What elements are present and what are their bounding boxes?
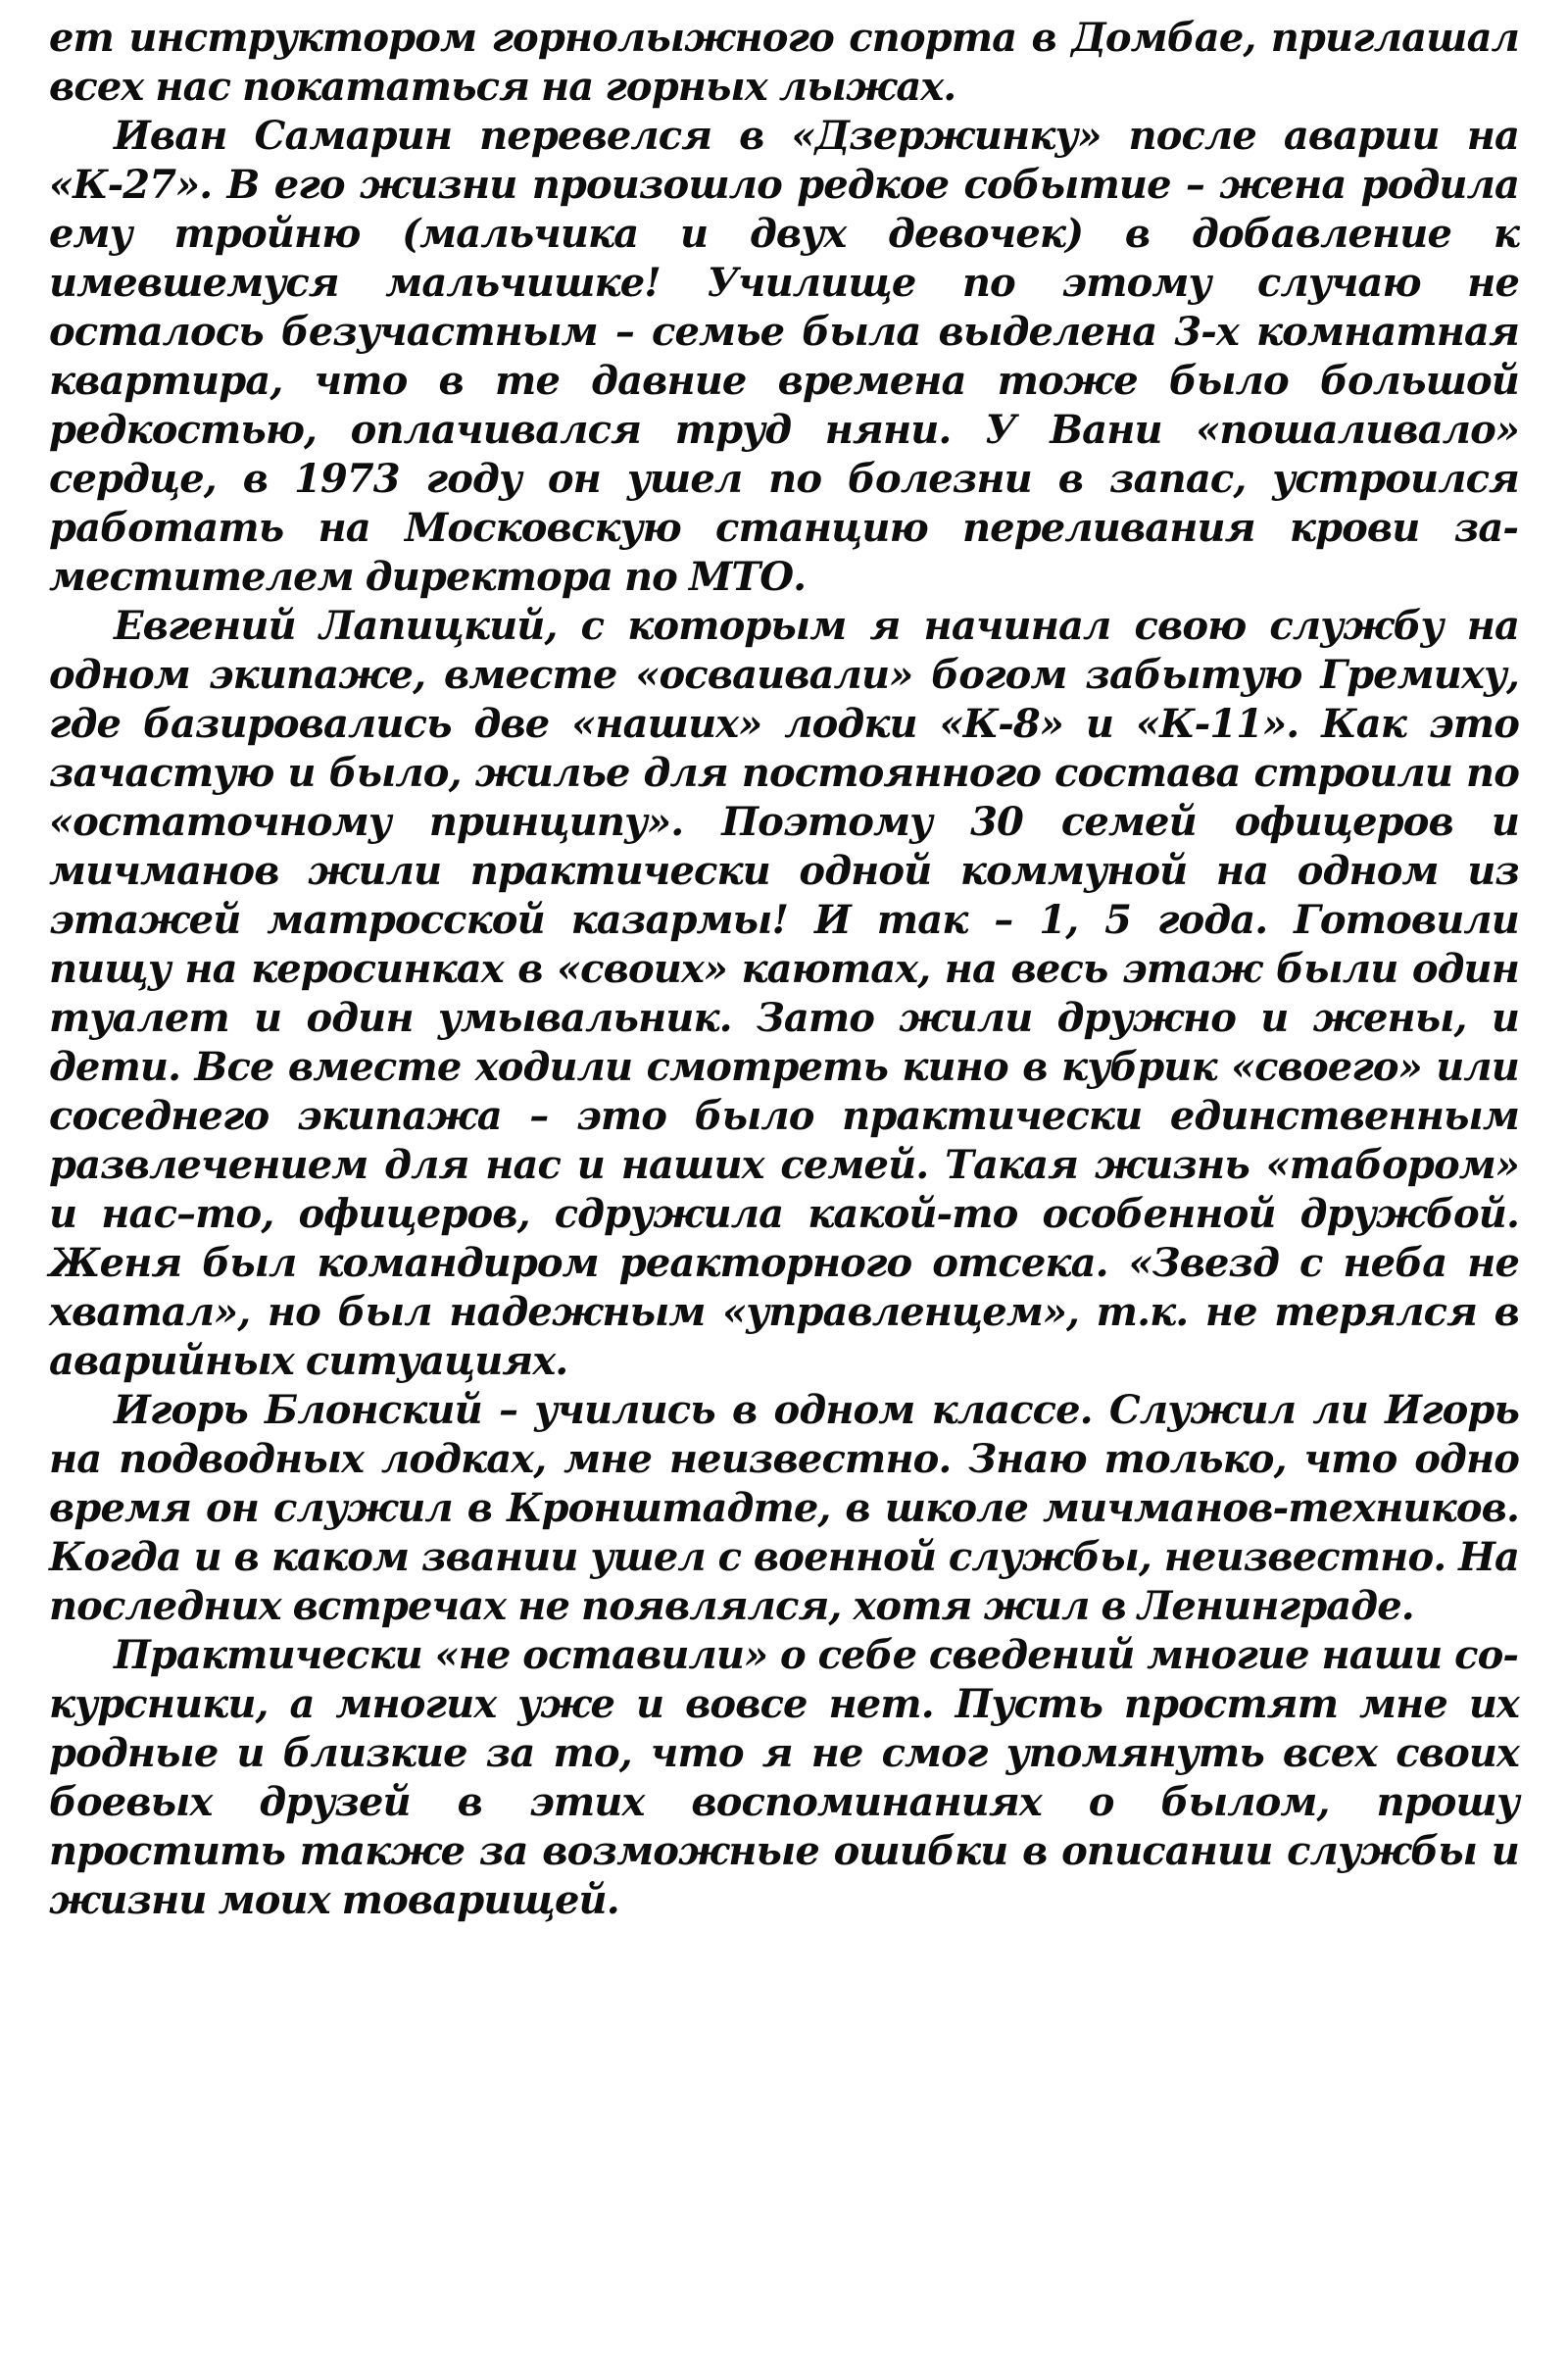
paragraph-continuation: ет инструктором горнолыжного спорта в Домбае, приглашал всех нас покататься на горных лыжах. <box>49 15 1519 110</box>
paragraph-closing: Практически «не оставили» о себе сведений многие наши сокурсники, а многих уже и вовсе нет. Пусть простят мне их родные и близкие за то, что я не смог упомянуть всех своих боевых друзей в этих воспоминаниях о былом, прошу простить также за возможные ошибки в описании службы и жизни моих товарищей. <box>49 1632 1519 1923</box>
document-page <box>49 14 1519 1925</box>
paragraph-evgeny-lapitsky: Евгений Лапицкий, с которым я начинал свою службу на одном экипаже, вместе «осваивали» богом забытую Гремиху, где базировались две «наших» лодки «К-8» и «К-11». Как это зачастую и было, жилье для постоянного состава строили по «остаточному принципу». Поэтому 30 семей офицеров и мичманов жили практически одной коммуной на одном из этажей матросской казармы! И так – 1, 5 года. Готовили пищу на керосинках в «своих» каютах, на весь этаж были один туалет и один умывальник. Зато жили дружно и жены, и дети. Все вместе ходили смотреть кино в кубрик «своего» или соседнего экипажа – это было практически единственным развлечением для нас и наших семей. Такая жизнь «табором» и нас–то, офицеров, сдружила какой-то особенной дружбой. Женя был командиром реакторного отсека. «Звезд с неба не хватал», но был надежным «управленцем», т.к. не терялся в аварийных ситуациях. <box>49 603 1519 1384</box>
paragraph-igor-blonsky: Игорь Блонский – учились в одном классе. Служил ли Игорь на подводных лодках, мне неизвестно. Знаю только, что одно время он служил в Кронштадте, в школе мичманов-техников. Когда и в каком звании ушел с военной службы, неизвестно. На последних встречах не появлялся, хотя жил в Ленинграде. <box>49 1387 1519 1629</box>
paragraph-ivan-samarin: Иван Самарин перевелся в «Дзержинку» после аварии на «К-27». В его жизни произошло редкое событие – жена родила ему тройню (мальчика и двух девочек) в добавление к имевшемуся мальчишке! Училище по этому случаю не осталось безучастным – семье была выделена 3-х комнатная квартира, что в те давние времена тоже было большой редкостью, оплачивался труд няни. У Вани «пошаливало» сердце, в 1973 году он ушел по болезни в запас, устроился работать на Московскую станцию переливания крови заместителем директора по МТО. <box>49 113 1519 600</box>
